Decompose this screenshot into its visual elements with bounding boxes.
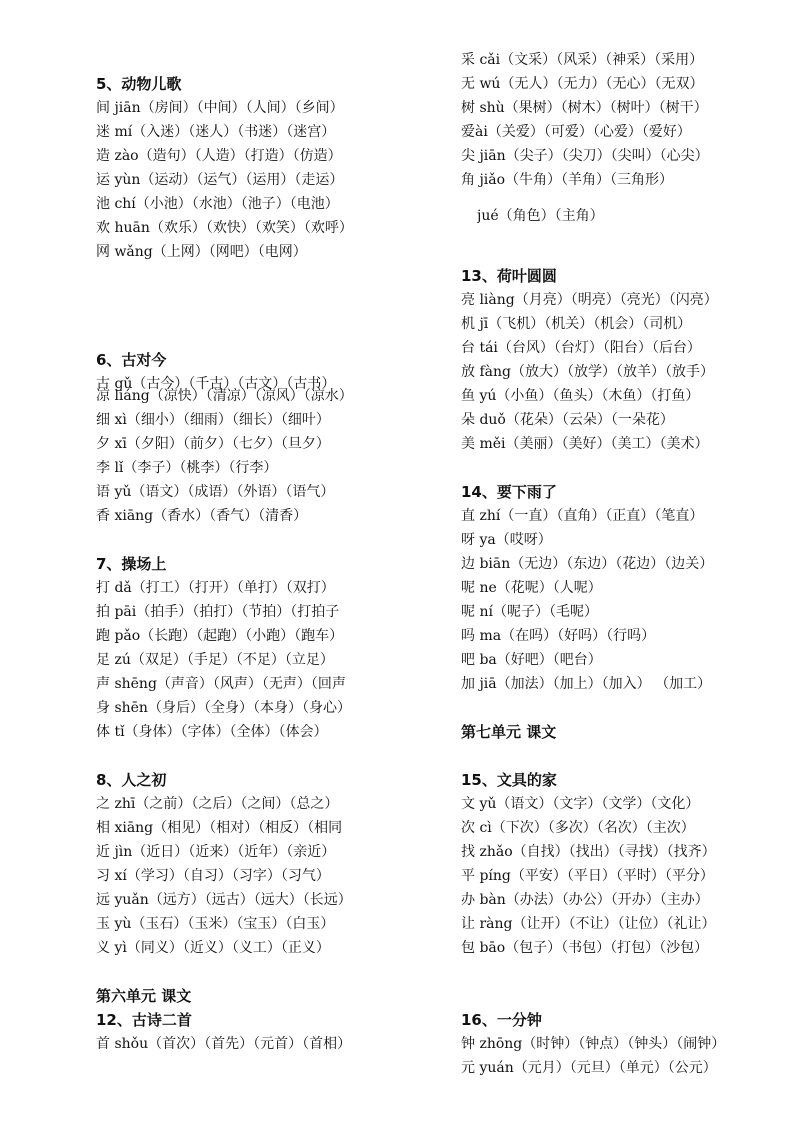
vocab-entry: 打 dǎ（打工）（打开）（单打）（双打） bbox=[96, 580, 335, 596]
vocab-entry: 朵 duǒ（花朵）（云朵）（一朵花） bbox=[461, 412, 674, 428]
section-heading: 14、要下雨了 bbox=[461, 483, 557, 501]
section-heading: 第七单元 课文 bbox=[461, 723, 557, 741]
vocab-entry: 义 yì（同义）（近义）（义工）（正义） bbox=[96, 940, 330, 956]
vocab-entry: 加 jiā（加法）（加上）（加入） （加工） bbox=[461, 676, 712, 692]
vocab-entry: 身 shēn（身后）（全身）（本身）（身心） bbox=[96, 700, 351, 716]
section-heading: 5、动物儿歌 bbox=[96, 75, 182, 93]
vocab-entry: 呢 ní（呢子）（毛呢） bbox=[461, 604, 598, 620]
vocab-entry: 直 zhí（一直）（直角）（正直）（笔直） bbox=[461, 508, 704, 524]
vocab-entry: 欢 huān（欢乐）（欢快）（欢笑）（欢呼） bbox=[96, 220, 353, 236]
vocab-entry: 机 jī（飞机）（机关）（机会）（司机） bbox=[461, 316, 692, 332]
vocab-entry: 尖 jiān（尖子）（尖刀）（尖叫）（心尖） bbox=[461, 148, 709, 164]
right-section-5 bbox=[461, 768, 716, 960]
vocab-entry: 次 cì（下次）（多次）（名次）（主次） bbox=[461, 820, 695, 836]
section-heading: 6、古对今 bbox=[96, 351, 167, 369]
vocab-entry: jué（角色）（主角） bbox=[477, 208, 604, 224]
vocab-entry: 足 zú（双足）（手足）（不足）（立足） bbox=[96, 652, 334, 668]
vocab-entry: 无 wú（无人）（无力）（无心）（无双） bbox=[461, 76, 704, 92]
section-heading: 12、古诗二首 bbox=[96, 1011, 192, 1029]
vocab-entry: 树 shù（果树）（树木）（树叶）（树干） bbox=[461, 100, 708, 116]
left-section-6 bbox=[96, 1008, 351, 1056]
section-heading: 16、一分钟 bbox=[461, 1011, 542, 1029]
vocab-entry: 相 xiāng（相见）（相对）（相反）（相同 bbox=[96, 820, 343, 836]
vocab-entry: 造 zào（造句）（人造）（打造）（仿造） bbox=[96, 148, 342, 164]
vocab-entry: 网 wǎng（上网）（网吧）（电网） bbox=[96, 244, 307, 260]
vocab-entry: 跑 pǎo（长跑）（起跑）（小跑）（跑车） bbox=[96, 628, 344, 644]
vocab-entry: 元 yuán（元月）（元旦）（单元）（公元） bbox=[461, 1060, 717, 1076]
vocab-entry: 爱ài（关爱）（可爱）（心爱）（爱好） bbox=[461, 124, 691, 140]
vocab-entry: 夕 xī（夕阳）（前夕）（七夕）（旦夕） bbox=[96, 436, 330, 452]
vocab-entry: 凉 liáng（凉快）（清凉）（凉风）（凉水） bbox=[96, 388, 353, 404]
vocab-entry: 声 shēng（声音）（风声）（无声）（回声 bbox=[96, 676, 346, 692]
vocab-entry: 运 yùn（运动）（运气）（运用）（走运） bbox=[96, 172, 344, 188]
vocab-entry: 找 zhǎo（自找）（找出）（寻找）（找齐） bbox=[461, 844, 716, 860]
right-section-2 bbox=[461, 264, 718, 456]
vocab-entry: 习 xí（学习）（自习）（习字）（习气） bbox=[96, 868, 330, 884]
right-section-4 bbox=[461, 720, 556, 744]
section-heading: 15、文具的家 bbox=[461, 771, 557, 789]
vocab-entry: 放 fàng（放大）（放学）（放羊）（放手） bbox=[461, 364, 714, 380]
vocab-entry: 美 měi（美丽）（美好）（美工）（美术） bbox=[461, 436, 709, 452]
vocab-entry: 呀 ya（哎呀） bbox=[461, 532, 552, 548]
vocab-entry: 鱼 yú（小鱼）（鱼头）（木鱼）（打鱼） bbox=[461, 388, 700, 404]
vocab-entry: 近 jìn（近日）（近来）（近年）（亲近） bbox=[96, 844, 336, 860]
section-heading: 7、操场上 bbox=[96, 555, 167, 573]
vocab-entry: 角 jiǎo（牛角）（羊角）（三角形） bbox=[461, 172, 674, 188]
vocab-entry: 玉 yù（玉石）（玉米）（宝玉）（白玉） bbox=[96, 916, 335, 932]
right-section-1 bbox=[477, 204, 604, 228]
vocab-entry: 池 chí（小池）（水池）（池子）（电池） bbox=[96, 196, 339, 212]
vocab-entry: 吗 ma（在吗）（好吗）（行吗） bbox=[461, 628, 656, 644]
left-section-3 bbox=[96, 552, 351, 744]
vocab-entry: 文 yǔ（语文）（文字）（文学）（文化） bbox=[461, 796, 700, 812]
vocab-entry: 办 bàn（办法）（办公）（开办）（主办） bbox=[461, 892, 709, 908]
vocab-entry: 远 yuǎn（远方）（远古）（远大）（长远） bbox=[96, 892, 352, 908]
vocab-entry: 呢 ne（花呢）（人呢） bbox=[461, 580, 602, 596]
vocab-entry: 首 shǒu（首次）（首先）（元首）（首相） bbox=[96, 1036, 352, 1052]
vocab-entry: 细 xì（细小）（细雨）（细长）（细叶） bbox=[96, 412, 330, 428]
vocab-entry: 平 píng（平安）（平日）（平时）（平分） bbox=[461, 868, 714, 884]
vocab-entry: 体 tǐ（身体）（字体）（全体）（体会） bbox=[96, 724, 328, 740]
vocab-entry: 钟 zhōng（时钟）（钟点）（钟头）（闹钟） bbox=[461, 1036, 726, 1052]
vocab-entry: 迷 mí（入迷）（迷人）（书迷）（迷宫） bbox=[96, 124, 336, 140]
right-section-0 bbox=[461, 48, 709, 192]
right-section-3 bbox=[461, 480, 713, 696]
left-section-4 bbox=[96, 768, 352, 960]
vocab-entry: 采 cǎi（文采）（风采）（神采）（采用） bbox=[461, 52, 704, 68]
vocab-entry: 亮 liàng（月亮）（明亮）（亮光）（闪亮） bbox=[461, 292, 718, 308]
vocab-entry: 李 lǐ（李子）（桃李）（行李） bbox=[96, 460, 278, 476]
vocab-entry: 香 xiāng（香水）（香气）（清香） bbox=[96, 508, 308, 524]
section-heading: 8、人之初 bbox=[96, 771, 167, 789]
left-section-0 bbox=[96, 72, 353, 264]
vocab-entry: 语 yǔ（语文）（成语）（外语）（语气） bbox=[96, 484, 335, 500]
vocab-entry: 间 jiān（房间）（中间）（人间）（乡间） bbox=[96, 100, 344, 116]
left-section-2 bbox=[96, 384, 353, 528]
left-section-5 bbox=[96, 984, 191, 1008]
vocab-entry: 台 tái（台风）（台灯）（阳台）（后台） bbox=[461, 340, 701, 356]
vocab-entry: 古 gǔ（古今）（千古）（古文）（古书） bbox=[96, 376, 336, 392]
section-heading: 第六单元 课文 bbox=[96, 987, 192, 1005]
vocab-entry: 拍 pāi（拍手）（拍打）（节拍）（打拍子 bbox=[96, 604, 340, 620]
right-section-6 bbox=[461, 1008, 725, 1080]
vocab-entry: 吧 ba（好吧）（吧台） bbox=[461, 652, 602, 668]
section-heading: 13、荷叶圆圆 bbox=[461, 267, 557, 285]
vocab-entry: 边 biān（无边）（东边）（花边）（边关） bbox=[461, 556, 714, 572]
vocab-entry: 之 zhī（之前）（之后）（之间）（总之） bbox=[96, 796, 339, 812]
vocab-entry: 包 bāo（包子）（书包）（打包）（沙包） bbox=[461, 940, 709, 956]
vocab-entry: 让 ràng（让开）（不让）（让位）（礼让） bbox=[461, 916, 716, 932]
